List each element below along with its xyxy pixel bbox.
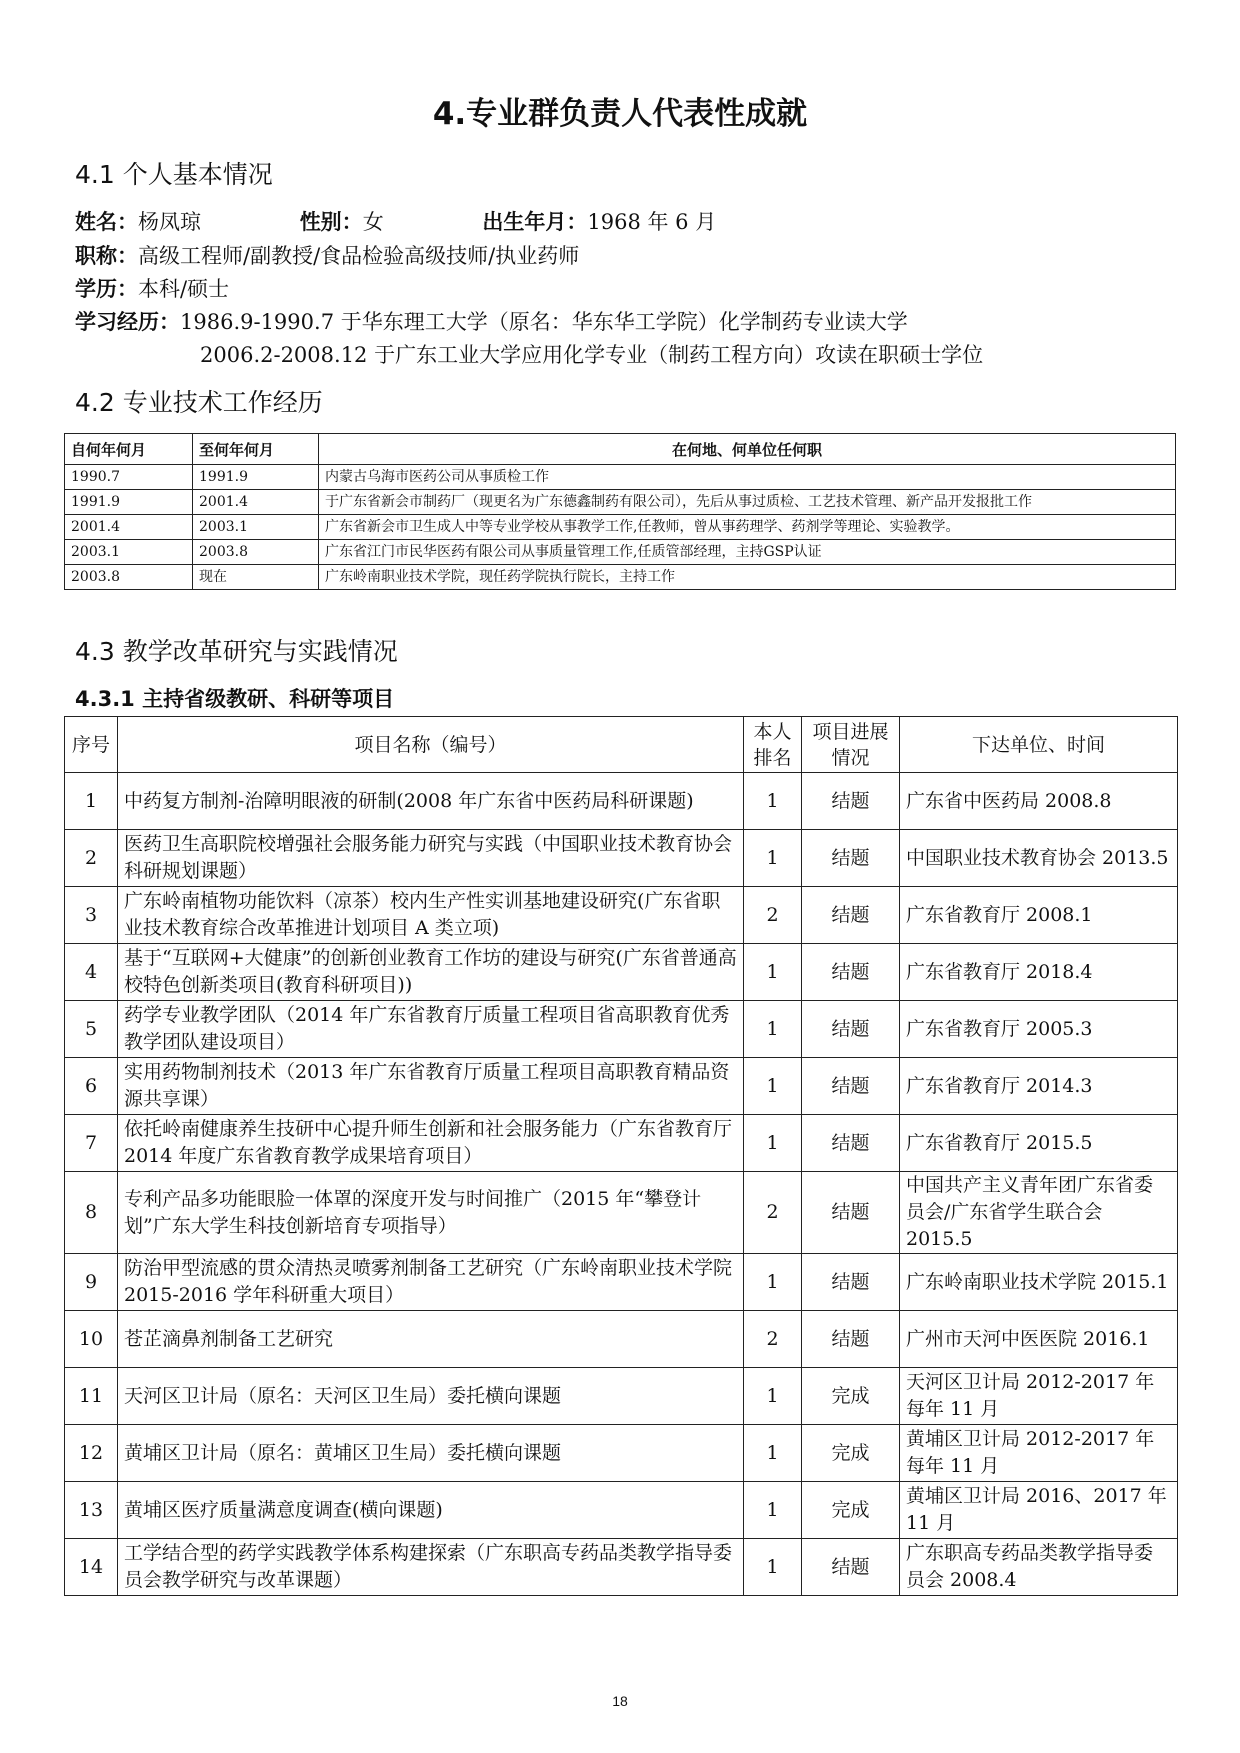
table-cell: 1 (65, 773, 118, 830)
table-cell: 1 (744, 1115, 802, 1172)
table-row (65, 1001, 1178, 1058)
table-cell: 结题 (802, 1254, 900, 1311)
table-cell: 广东省教育厅 2005.3 (900, 1001, 1178, 1058)
name-label: 姓名： (75, 210, 138, 234)
table-cell: 2003.8 (193, 540, 319, 565)
table-row (65, 540, 1176, 565)
table-cell: 完成 (802, 1368, 900, 1425)
table-cell: 专利产品多功能眼脸一体罩的深度开发与时间推广（2015 年“攀登计划”广东大学生科技创新培育专项指导） (118, 1172, 744, 1254)
table-cell: 1 (744, 1539, 802, 1596)
name-value: 杨凤琼 (138, 210, 201, 234)
table-cell: 完成 (802, 1482, 900, 1539)
header-issuer: 下达单位、时间 (900, 717, 1178, 773)
table-cell: 13 (65, 1482, 118, 1539)
table-row (65, 944, 1178, 1001)
table-cell: 现在 (193, 565, 319, 590)
table-cell: 2 (65, 830, 118, 887)
table-row (65, 1172, 1178, 1254)
table-cell: 基于“互联网+大健康”的创新创业教育工作坊的建设与研究(广东省普通高校特色创新类项目(教育科研项目)) (118, 944, 744, 1001)
header-status: 项目进展情况 (802, 717, 900, 773)
table-cell: 1990.7 (65, 465, 193, 490)
table-cell: 医药卫生高职院校增强社会服务能力研究与实践（中国职业技术教育协会科研规划课题） (118, 830, 744, 887)
table-cell: 结题 (802, 1172, 900, 1254)
table-cell: 广东岭南职业技术学院 2015.1 (900, 1254, 1178, 1311)
header-position: 在何地、何单位任何职 (319, 434, 1176, 465)
table-cell: 结题 (802, 1539, 900, 1596)
gender-value: 女 (362, 210, 384, 234)
table-cell: 2 (744, 1172, 802, 1254)
edu-value: 本科/硕士 (138, 277, 230, 301)
header-to: 至何年何月 (193, 434, 319, 465)
table-cell: 结题 (802, 1058, 900, 1115)
edu-line (75, 273, 229, 303)
table-cell: 结题 (802, 1311, 900, 1368)
table-cell: 结题 (802, 1115, 900, 1172)
table-cell: 1 (744, 1058, 802, 1115)
table-cell: 4 (65, 944, 118, 1001)
table-cell: 中国共产主义青年团广东省委员会/广东省学生联合会 2015.5 (900, 1172, 1178, 1254)
table-cell: 5 (65, 1001, 118, 1058)
table-cell: 9 (65, 1254, 118, 1311)
table-cell: 广东岭南职业技术学院，现任药学院执行院长，主持工作 (319, 565, 1176, 590)
table-cell: 于广东省新会市制药厂（现更名为广东德鑫制药有限公司），先后从事过质检、工艺技术管理、新产品开发报批工作 (319, 490, 1176, 515)
study-line (75, 306, 908, 336)
table-cell: 1 (744, 773, 802, 830)
table-cell: 1 (744, 1001, 802, 1058)
table-cell: 6 (65, 1058, 118, 1115)
table-cell: 1 (744, 944, 802, 1001)
table-cell: 1 (744, 1482, 802, 1539)
table-cell: 广东省教育厅 2015.5 (900, 1115, 1178, 1172)
table-cell: 1 (744, 1254, 802, 1311)
table-cell: 结题 (802, 944, 900, 1001)
table-row (65, 1115, 1178, 1172)
table-cell: 天河区卫计局（原名：天河区卫生局）委托横向课题 (118, 1368, 744, 1425)
table-row (65, 773, 1178, 830)
table-cell: 2003.1 (65, 540, 193, 565)
page-number: 18 (612, 1693, 628, 1709)
table-cell: 1 (744, 830, 802, 887)
table-cell: 依托岭南健康养生技研中心提升师生创新和社会服务能力（广东省教育厅 2014 年度广东省教育教学成果培育项目） (118, 1115, 744, 1172)
table-cell: 1991.9 (65, 490, 193, 515)
table-row (65, 1425, 1178, 1482)
table-cell: 10 (65, 1311, 118, 1368)
table-cell: 结题 (802, 1001, 900, 1058)
section-4-2-heading: 4.2 专业技术工作经历 (75, 388, 323, 417)
birth-value: 1968 年 6 月 (587, 210, 717, 234)
table-row (65, 465, 1176, 490)
page-title: 4.专业群负责人代表性成就 (432, 96, 808, 132)
table-row (65, 1311, 1178, 1368)
table-row (65, 1539, 1178, 1596)
table-cell: 苍芷滴鼻剂制备工艺研究 (118, 1311, 744, 1368)
table-cell: 内蒙古乌海市医药公司从事质检工作 (319, 465, 1176, 490)
table-row (65, 1058, 1178, 1115)
table-row (65, 1482, 1178, 1539)
study-label: 学习经历： (75, 310, 180, 334)
table-row (65, 1368, 1178, 1425)
table-cell: 14 (65, 1539, 118, 1596)
table-row (65, 515, 1176, 540)
table-cell: 广州市天河中医医院 2016.1 (900, 1311, 1178, 1368)
table-row (65, 490, 1176, 515)
table-cell: 黄埔区卫计局（原名：黄埔区卫生局）委托横向课题 (118, 1425, 744, 1482)
projects-table (64, 716, 1178, 1596)
study-1: 1986.9-1990.7 于华东理工大学（原名：华东华工学院）化学制药专业读大学 (180, 310, 908, 334)
table-cell: 3 (65, 887, 118, 944)
header-no: 序号 (65, 717, 118, 773)
table-row (65, 830, 1178, 887)
table-cell: 天河区卫计局 2012-2017 年每年 11 月 (900, 1368, 1178, 1425)
title-value: 高级工程师/副教授/食品检验高级技师/执业药师 (138, 244, 580, 268)
table-cell: 2 (744, 1311, 802, 1368)
section-4-3-1-heading: 4.3.1 主持省级教研、科研等项目 (75, 687, 395, 711)
header-rank: 本人排名 (744, 717, 802, 773)
table-row (65, 565, 1176, 590)
section-4-1-heading: 4.1 个人基本情况 (75, 160, 273, 189)
table-cell: 2003.8 (65, 565, 193, 590)
table-cell: 广东省新会市卫生成人中等专业学校从事教学工作,任教师，曾从事药理学、药剂学等理论、实验教学。 (319, 515, 1176, 540)
table-cell: 2 (744, 887, 802, 944)
table-cell: 1991.9 (193, 465, 319, 490)
table-cell: 实用药物制剂技术（2013 年广东省教育厅质量工程项目高职教育精品资源共享课） (118, 1058, 744, 1115)
table-cell: 黄埔区卫计局 2012-2017 年每年 11 月 (900, 1425, 1178, 1482)
table-cell: 广东省中医药局 2008.8 (900, 773, 1178, 830)
table-cell: 2001.4 (65, 515, 193, 540)
basic-info-line (75, 206, 716, 236)
table-cell: 11 (65, 1368, 118, 1425)
table-cell: 广东岭南植物功能饮料（凉茶）校内生产性实训基地建设研究(广东省职业技术教育综合改革推进计划项目 A 类立项) (118, 887, 744, 944)
edu-label: 学历： (75, 277, 138, 301)
table-cell: 1 (744, 1425, 802, 1482)
table-cell: 中国职业技术教育协会 2013.5 (900, 830, 1178, 887)
table-cell: 8 (65, 1172, 118, 1254)
work-history-table (64, 433, 1176, 590)
table-cell: 7 (65, 1115, 118, 1172)
table-cell: 药学专业教学团队（2014 年广东省教育厅质量工程项目省高职教育优秀教学团队建设项目） (118, 1001, 744, 1058)
header-from: 自何年何月 (65, 434, 193, 465)
section-4-3-heading: 4.3 教学改革研究与实践情况 (75, 637, 398, 666)
table-cell: 广东省教育厅 2018.4 (900, 944, 1178, 1001)
birth-label: 出生年月： (482, 210, 588, 234)
table-header-row (65, 434, 1176, 465)
table-cell: 结题 (802, 773, 900, 830)
table-cell: 2001.4 (193, 490, 319, 515)
table-row (65, 887, 1178, 944)
table-cell: 广东省江门市民华医药有限公司从事质量管理工作,任质管部经理，主持GSP认证 (319, 540, 1176, 565)
table-cell: 2003.1 (193, 515, 319, 540)
table-row (65, 1254, 1178, 1311)
study-2: 2006.2-2008.12 于广东工业大学应用化学专业（制药工程方向）攻读在职硕士学位 (200, 343, 984, 367)
table-cell: 1 (744, 1368, 802, 1425)
title-label: 职称： (75, 244, 138, 268)
table-cell: 结题 (802, 830, 900, 887)
table-cell: 完成 (802, 1425, 900, 1482)
table-cell: 黄埔区医疗质量满意度调查(横向课题) (118, 1482, 744, 1539)
table-cell: 12 (65, 1425, 118, 1482)
table-header-row (65, 717, 1178, 773)
table-cell: 广东职高专药品类教学指导委员会 2008.4 (900, 1539, 1178, 1596)
table-cell: 结题 (802, 887, 900, 944)
table-cell: 广东省教育厅 2008.1 (900, 887, 1178, 944)
table-cell: 广东省教育厅 2014.3 (900, 1058, 1178, 1115)
table-cell: 黄埔区卫计局 2016、2017 年 11 月 (900, 1482, 1178, 1539)
title-line (75, 240, 579, 270)
gender-label: 性别： (299, 210, 363, 234)
header-project: 项目名称（编号） (118, 717, 744, 773)
table-cell: 防治甲型流感的贯众清热灵喷雾剂制备工艺研究（广东岭南职业技术学院 2015-2016 学年科研重大项目） (118, 1254, 744, 1311)
table-cell: 中药复方制剂-治障明眼液的研制(2008 年广东省中医药局科研课题) (118, 773, 744, 830)
table-cell: 工学结合型的药学实践教学体系构建探索（广东职高专药品类教学指导委员会教学研究与改革课题） (118, 1539, 744, 1596)
